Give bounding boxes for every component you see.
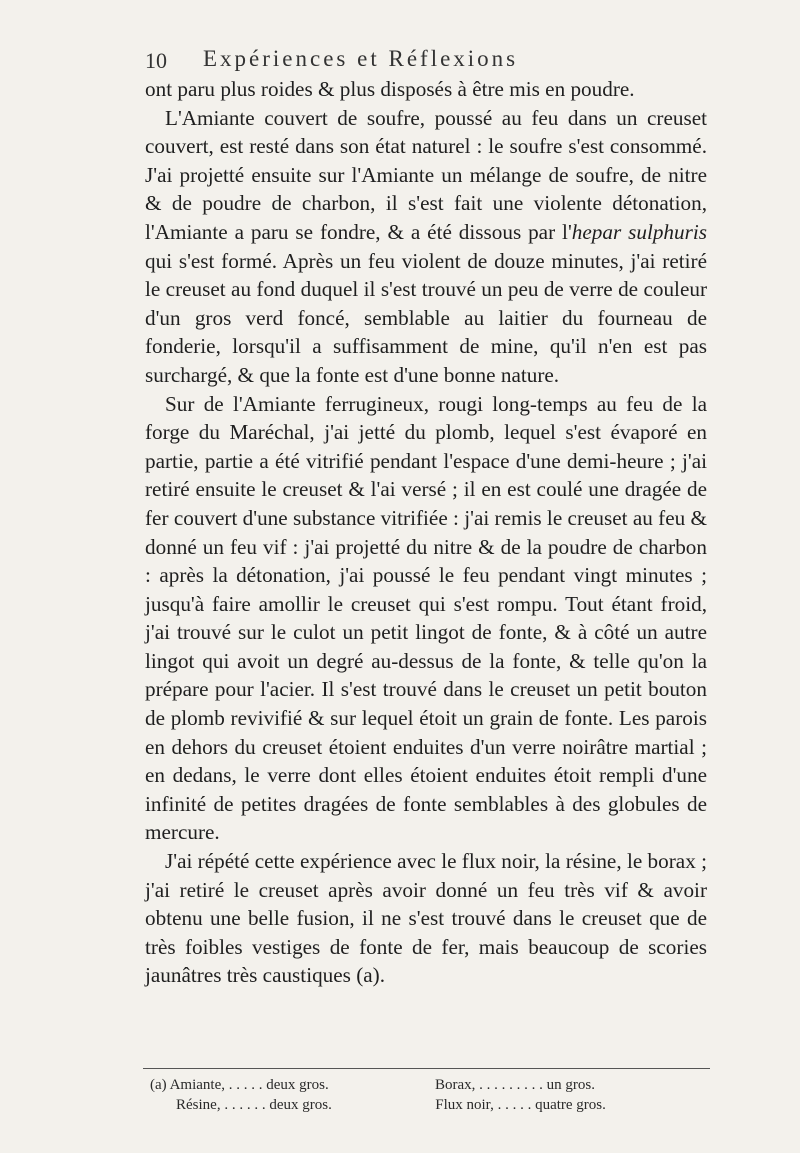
footnote-rule <box>143 1068 710 1069</box>
running-title: Expériences et Réflexions <box>203 46 519 71</box>
page-number: 10 <box>145 48 167 73</box>
hepar-sulphuris-term: hepar sulphuris <box>571 219 707 244</box>
page-header <box>145 44 705 74</box>
footnote-item-amiante: Amiante, . . . . . deux gros. <box>169 1077 329 1093</box>
footnote-col-left <box>150 1095 425 1115</box>
paragraph-flux-noir: J'ai répété cette expérience avec le flux noir, la résine, le borax ; j'ai retiré le creuset après avoir donné un feu très vif & avoir obtenu une belle fusion, il ne s'est trouvé dans le creuset que de très foibles vestiges de fonte de fer, mais beaucoup de scories jaunâtres très caustiques (a). <box>145 849 707 988</box>
paragraph-amiante-ferrugineux: Sur de l'Amiante ferrugineux, rougi long-temps au feu de la forge du Maréchal, j'ai jetté du plomb, lequel s'est évaporé en partie, partie a été vitrifié pendant l'espace d'une demi-heure ; j'ai retiré ensuite le creuset & l'ai versé ; il en est coulé une dragée de fer couvert d'une substance vitrifiée : j'ai remis le creuset au feu & donné un feu vif : j'ai projetté du nitre & de la poudre de charbon : après la détonation, j'ai poussé le feu pendant vingt minutes ; jusqu'à faire amollir le creuset qui s'est rompu. Tout étant froid, j'ai trouvé sur le culot un petit lingot de fonte, & à côté un autre lingot qui avoit un degré au-dessus de la fonte, & telle qu'on la prépare pour l'acier. Il s'est trouvé dans le creuset un petit bouton de plomb revivifié & sur lequel étoit un grain de fonte. Les parois en dehors du creuset étoient enduites d'un verre noirâtre martial ; en dedans, le verre dont elles étoient enduites étoit rempli d'une infinité de petites dragées de fonte semblables à des globules de mercure. <box>145 391 707 845</box>
footnote-item-borax: Borax, . . . . . . . . . un gros. <box>435 1077 595 1093</box>
footnote <box>150 1075 710 1115</box>
paragraph-continuation: ont paru plus roides & plus disposés à être mis en poudre. <box>145 77 635 101</box>
footnote-item-flux-noir: Flux noir, . . . . . quatre gros. <box>435 1097 606 1113</box>
footnote-marker: (a) <box>150 1077 167 1093</box>
paragraph-amiante-soufre: L'Amiante couvert de soufre, poussé au feu dans un creuset couvert, est resté dans son état naturel : le soufre s'est consommé. J'ai projetté ensuite sur l'Amiante un mélange de soufre, de nitre & de poudre de charbon, il s'est fait une violente détonation, l'Amiante a paru se fondre, & a été dissous par l'hepar sulphuris qui s'est formé. Après un feu violent de douze minutes, j'ai retiré le creuset au fond duquel il s'est trouvé un peu de verre de couleur d'un gros verd foncé, semblable au laitier du fourneau de fonderie, lorsqu'il a suffisamment de mine, qu'il n'en est pas surchargé, & que la fonte est d'une bonne nature. <box>145 105 707 387</box>
footnote-col-right <box>425 1075 710 1095</box>
footnote-col-right <box>425 1095 710 1115</box>
body-text <box>145 75 707 990</box>
footnote-row <box>150 1075 710 1095</box>
footnote-row <box>150 1095 710 1115</box>
footnote-col-left <box>150 1075 425 1095</box>
footnote-item-resine: Résine, . . . . . . deux gros. <box>176 1097 332 1113</box>
